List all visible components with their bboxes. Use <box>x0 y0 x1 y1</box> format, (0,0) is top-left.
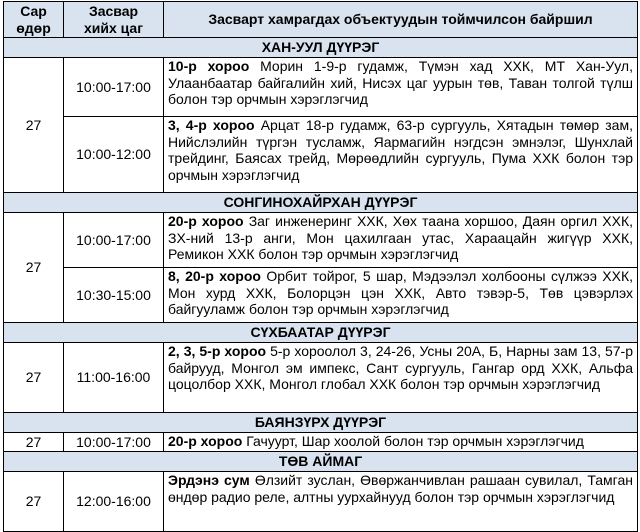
header-date-line2: өдөр <box>16 19 51 36</box>
date-cell: 27 <box>4 213 64 323</box>
table-row <box>4 472 638 532</box>
table-row <box>4 433 638 452</box>
date-cell: 27 <box>4 472 64 532</box>
time-cell: 10:00-17:00 <box>64 213 164 268</box>
location-text: Өлзийт зуслан, Өвөржанчивлан рашаан сувилал, Тамган өндөр радио реле, алтны уурхайнууд болон тэр орчмын хэрэглэгчид <box>168 472 633 505</box>
location-cell <box>164 213 638 268</box>
district-row <box>4 193 638 213</box>
location-cell <box>164 433 638 452</box>
district-name: ТӨВ АЙМАГ <box>4 452 638 472</box>
time-cell: 10:00-17:00 <box>64 58 164 117</box>
khoroo-label: 20-р хороо <box>168 213 244 229</box>
location-cell <box>164 58 638 117</box>
district-row <box>4 38 638 58</box>
khoroo-label: 10-р хороо <box>168 58 250 74</box>
header-time-line2: хийх цаг <box>83 19 144 36</box>
date-cell: 27 <box>4 343 64 413</box>
location-text: Заг инженеринг ХХК, Хөх таана хоршоо, Даян оргил ХХК, ЗХ-ний 13-р анги, Мон цахилгаан утас, Хараацайн жигүүр ХХК, Ремикон ХХК болон тэр орчмын хэрэглэгчид <box>168 213 633 262</box>
outage-schedule-table <box>3 1 638 532</box>
khoroo-label: 3, 4-р хороо <box>168 117 255 133</box>
time-cell: 10:00-17:00 <box>64 433 164 452</box>
location-text: 5-р хороолол 3, 24-26, Усны 20А, Б, Нарны зам 13, 57-р байрууд, Монгол эм импекс, Сант сургууль, Гангар орд ХХК, Альфа цоцолбор ХХК, Монгол глобал ХХК болон тэр орчмын хэрэглэгчид <box>168 343 634 392</box>
district-row <box>4 413 638 433</box>
time-cell: 11:00-16:00 <box>64 343 164 413</box>
khoroo-label: 20-р хороо <box>168 433 243 449</box>
header-time-line1: Засвар <box>88 3 139 19</box>
district-name: БАЯНЗҮРХ ДҮҮРЭГ <box>4 413 638 433</box>
location-cell <box>164 268 638 323</box>
table-row <box>4 117 638 193</box>
table-row <box>4 343 638 413</box>
district-name: СОНГИНОХАЙРХАН ДҮҮРЭГ <box>4 193 638 213</box>
table-row <box>4 213 638 268</box>
table-row <box>4 268 638 323</box>
location-cell <box>164 343 638 413</box>
location-text: Гачуурт, Шар хоолой болон тэр орчмын хэрэглэгчид <box>242 433 584 449</box>
location-text: Орбит тойрог, 5 шар, Мэдээлэл холбооны сүлжээ ХХК, Мон хурд ХХК, Болорцэн цэн ХХК, Авто тэвэр-5, Төв цэвэрлэх байгууламж болон тэр орчмын хэрэглэгчид <box>168 268 633 317</box>
district-row <box>4 452 638 472</box>
district-name: СҮХБААТАР ДҮҮРЭГ <box>4 323 638 343</box>
district-name: ХАН-УУЛ ДҮҮРЭГ <box>4 38 638 58</box>
date-cell: 27 <box>4 58 64 193</box>
location-cell <box>164 117 638 193</box>
header-location: Засварт хамрагдах объектуудын тоймчилсон байршил <box>164 2 638 38</box>
table-header-row <box>4 2 638 38</box>
location-text: Морин 1-9-р гудамж, Түмэн хад ХХК, МТ Хан-Уул, Улаанбаатар байгалийн хий, Нисэх цаг уурын төв, Таван толгой түлш болон тэр орчмын хэрэглэгчид <box>168 58 633 107</box>
header-date-line1: Сар <box>20 3 47 19</box>
date-cell: 27 <box>4 433 64 452</box>
time-cell: 12:00-16:00 <box>64 472 164 532</box>
time-cell: 10:30-15:00 <box>64 268 164 323</box>
location-text: Арцат 18-р гудамж, 63-р сургууль, Хятадын төмөр зам, Нийслэлийн түргэн тусламж, Яармагийн нэгдсэн эмнэлэг, Шунхлай трейдинг, Баясах трейд, Мөрөөдлийн сургууль, Пума ХХК болон тэр орчмын хэрэглэгчид <box>168 117 633 183</box>
table-row <box>4 58 638 117</box>
khoroo-label: Эрдэнэ сум <box>168 472 250 488</box>
time-cell: 10:00-12:00 <box>64 117 164 193</box>
district-row <box>4 323 638 343</box>
header-time <box>64 2 164 38</box>
location-cell <box>164 472 638 532</box>
header-date <box>4 2 64 38</box>
khoroo-label: 2, 3, 5-р хороо <box>168 343 267 359</box>
khoroo-label: 8, 20-р хороо <box>168 268 261 284</box>
